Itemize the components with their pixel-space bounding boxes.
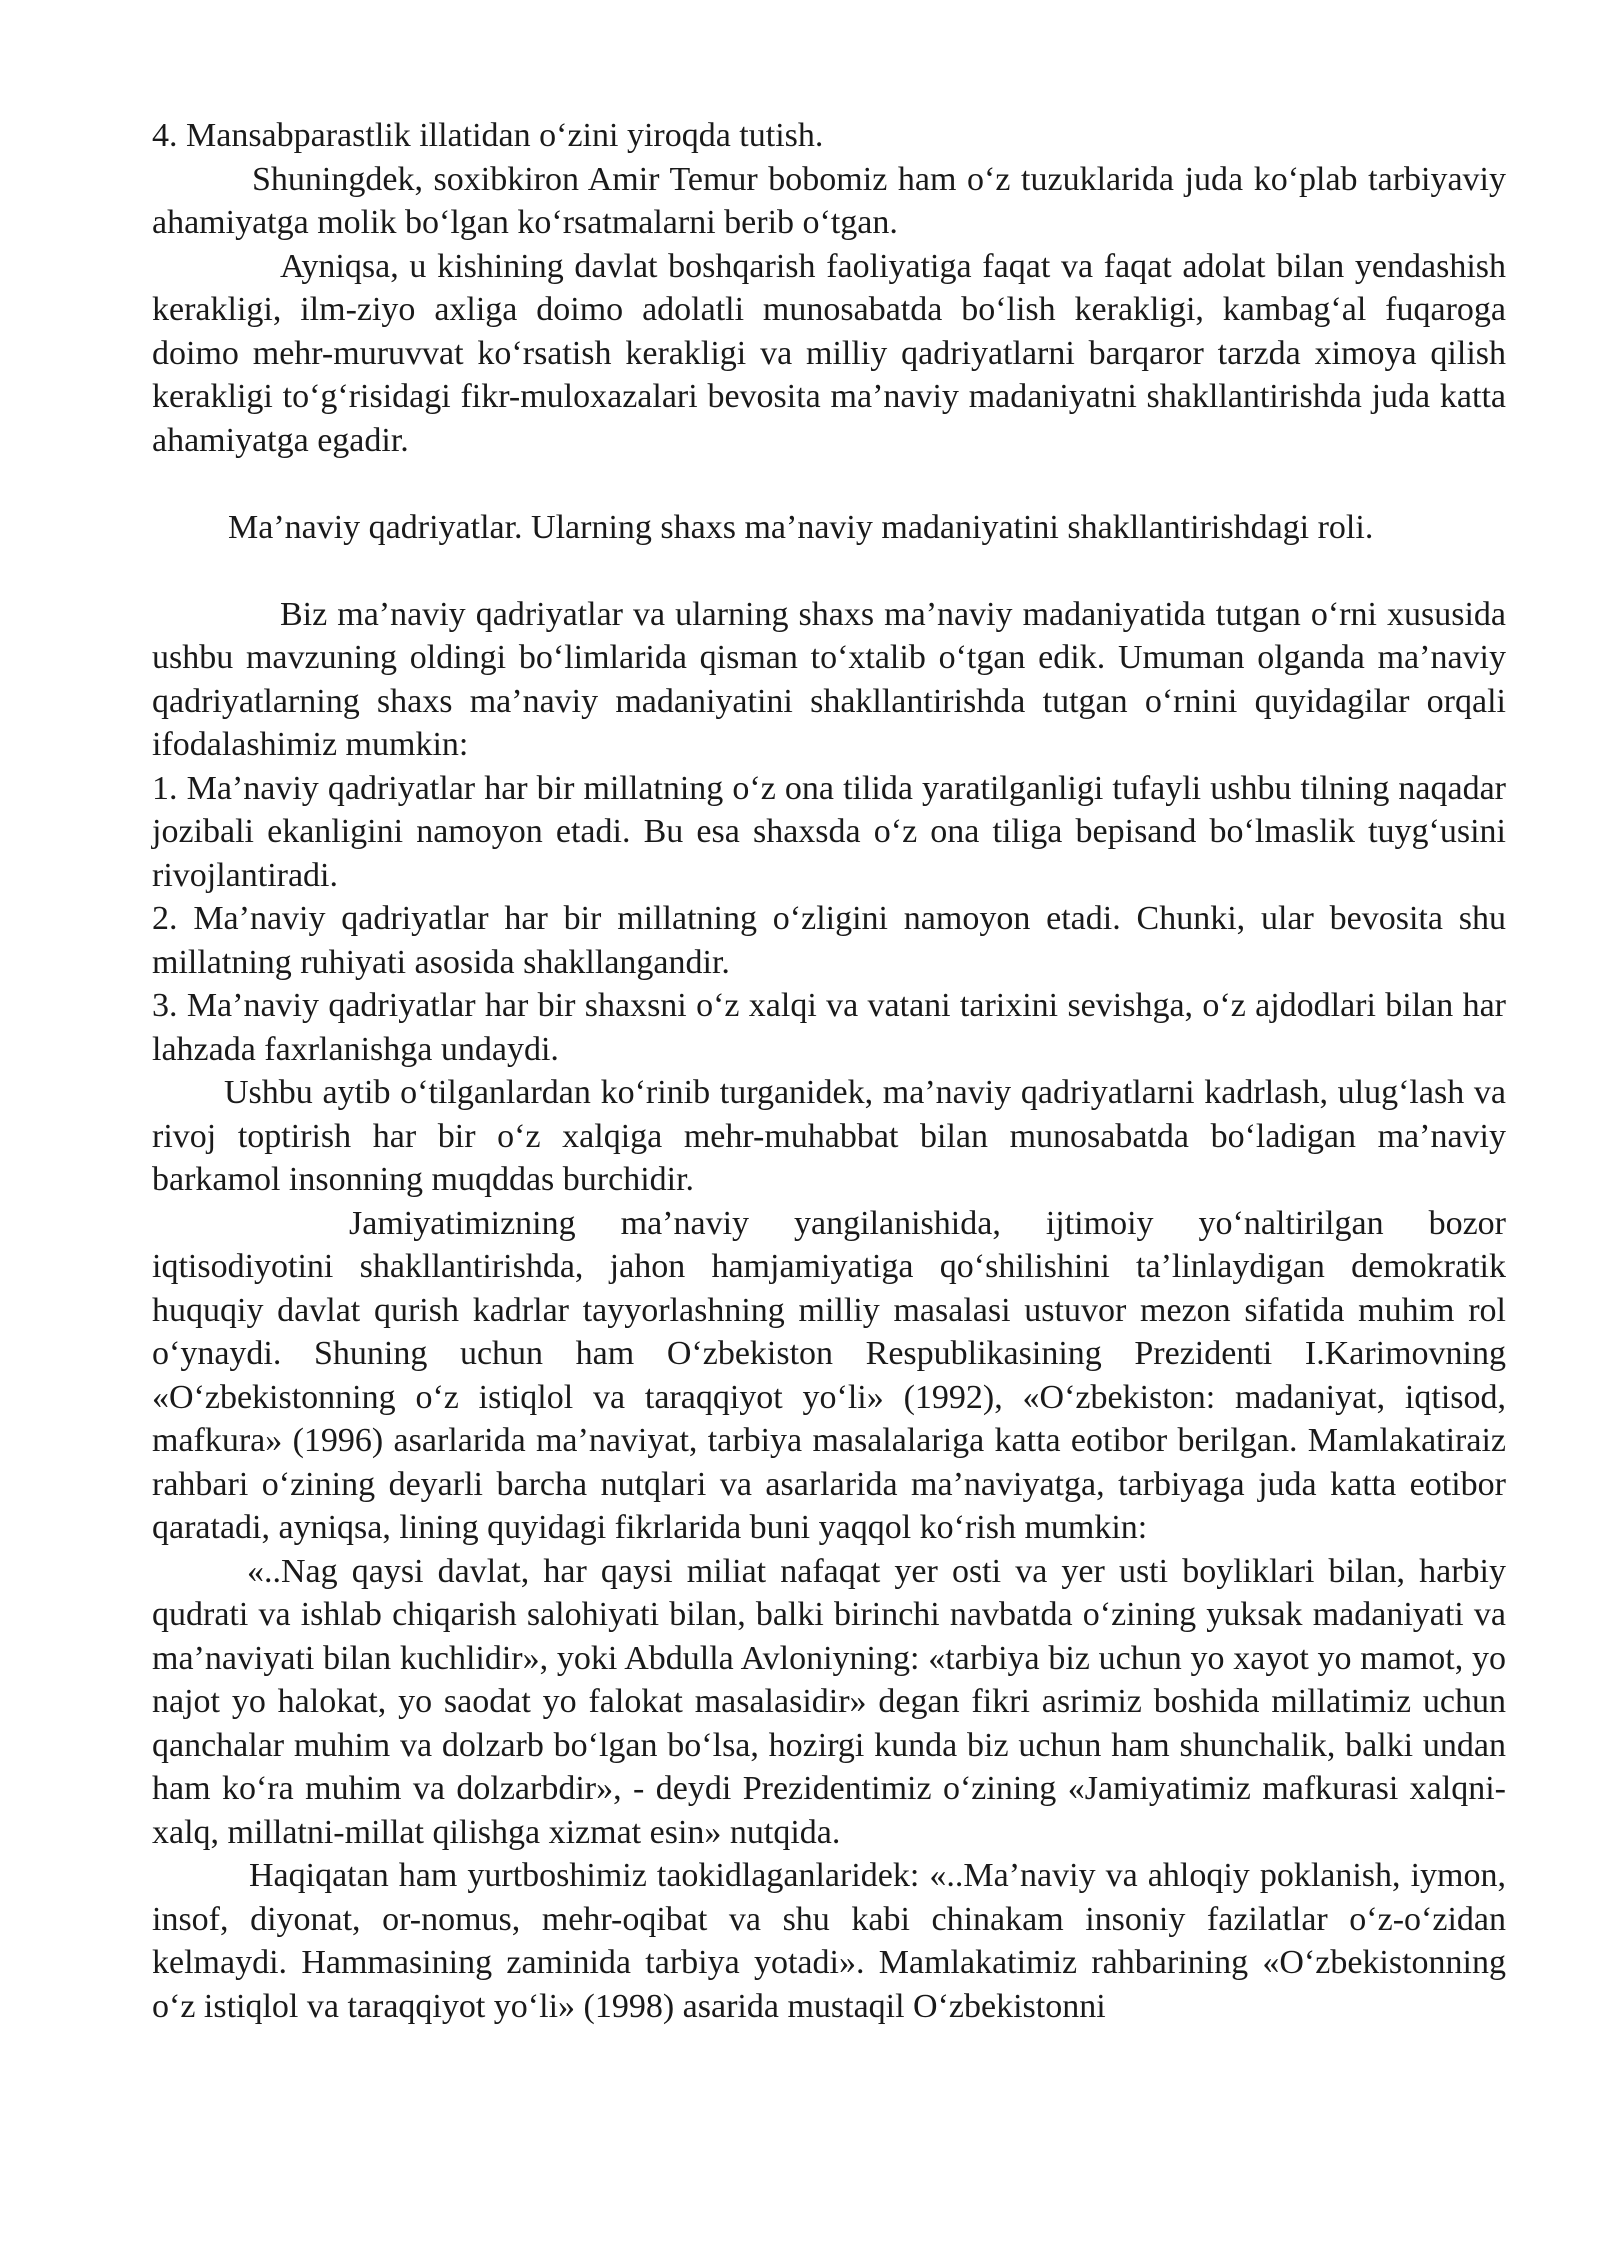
paragraph-jamiyatimiz: Jamiyatimizning ma’naviy yangilanishida, ijtimoiy yo‘naltirilgan bozor iqtisodiyotini shakllantirishda, jahon hamjamiyatiga qo‘shilishini ta’linlaydigan demokratik huquqiy davlat qurish kadrlar tayyorlashning milliy masalasi ustuvor mezon sifatida muhim rol o‘ynaydi. Shuning uchun ham O‘zbekiston Respublikasining Prezidenti I.Karimovning «O‘zbekistonning o‘z istiqlol va taraqqiyot yo‘li» (1992), «O‘zbekiston: madaniyat, iqtisod, mafkura» (1996) asarlarida ma’naviyat, tarbiya masalalariga katta eotibor berilgan. Mamlakatiraiz rahbari o‘zining deyarli barcha nutqlari va asarlarida ma’naviyatga, tarbiyaga juda katta eotibor qaratadi, ayniqsa, lining quyidagi fikrlarida buni yaqqol ko‘rish mumkin: [152, 1204, 1506, 1546]
paragraph-ushbu: Ushbu aytib o‘tilganlardan ko‘rinib turganidek, ma’naviy qadriyatlarni kadrlash, ulug‘lash va rivoj toptirish har bir o‘z xalqiga mehr-muhabbat bilan munosabatda bo‘ladigan ma’naviy barkamol insonning muqddas burchidir. [152, 1074, 1506, 1198]
paragraph-amir-temur: Shuningdek, soxibkiron Amir Temur bobomiz ham o‘z tuzuklarida juda ko‘plab tarbiyaviy ahamiyatga molik bo‘lgan ko‘rsatmalarni berib o‘tgan. [152, 160, 1506, 241]
list-item-4: 4. Mansabparastlik illatidan o‘zini yiroqda tutish. [152, 117, 824, 154]
list-item-3: 3. Ma’naviy qadriyatlar har bir shaxsni o‘z xalqi va vatani tarixini sevishga, o‘z ajdodlari bilan har lahzada faxrlanishga undaydi. [152, 987, 1506, 1068]
list-item-1: 1. Ma’naviy qadriyatlar har bir millatning o‘z ona tilida yaratilganligi tufayli ushbu tilning naqadar jozibali ekanligini namoyon etadi. Bu esa shaxsda o‘z ona tiliga bepisand bo‘lmaslik tuyg‘usini rivojlantiradi. [152, 769, 1506, 894]
paragraph-quote-nag: «..Nag qaysi davlat, har qaysi miliat nafaqat yer osti va yer usti boyliklari bilan, harbiy qudrati va ishlab chiqarish salohiyati bilan, balki birinchi navbatda o‘zining yuksak madaniyati va ma’naviyati bilan kuchlidir», yoki Abdulla Avloniyning: «tarbiya biz uchun yo xayot yo mamot, yo najot yo halokat, yo saodat yo falokat masalasidir» degan fikri asrimiz boshida millatimiz uchun qanchalar muhim va dolzarb bo‘lgan bo‘lsa, hozirgi kunda biz uchun ham shunchalik, balki undan ham ko‘ra muhim va dolzarbdir», - deydi Prezidentimiz o‘zining «Jamiyatimiz mafkurasi xalqni-xalq, millatni-millat qilishga xizmat esin» nutqida. [152, 1552, 1506, 1851]
paragraph-biz: Biz ma’naviy qadriyatlar va ularning shaxs ma’naviy madaniyatida tutgan o‘rni xususida ushbu mavzuning oldingi bo‘limlarida qisman to‘xtalib o‘tgan edik. Umuman olganda ma’naviy qadriyatlarning shaxs ma’naviy madaniyatini shakllantirishda tutgan o‘rnini quyidagilar orqali ifodalashimiz mumkin: [152, 595, 1506, 763]
paragraph-ayniqsa: Ayniqsa, u kishining davlat boshqarish faoliyatiga faqat va faqat adolat bilan yendashish kerakligi, ilm-ziyo axliga doimo adolatli munosabatda bo‘lish kerakligi, kambag‘al fuqaroga doimo mehr-muruvvat ko‘rsatish kerakligi va milliy qadriyatlarni barqaror tarzda ximoya qilish kerakligi to‘g‘risidagi fikr-muloxazalari bevosita ma’naviy madaniyatni shakllantirishda juda katta ahamiyatga egadir. [152, 247, 1506, 459]
paragraph-haqiqatan: Haqiqatan ham yurtboshimiz taokidlaganlaridek: «..Ma’naviy va ahloqiy poklanish, iymon, insof, diyonat, or-nomus, mehr-oqibat va shu kabi chinakam insoniy fazilatlar o‘z-o‘zidan kelmaydi. Hammasining zaminida tarbiya yotadi». Mamlakatimiz rahbarining «O‘zbekistonning o‘z istiqlol va taraqqiyot yo‘li» (1998) asarida mustaqil O‘zbekistonni [152, 1857, 1506, 2025]
document-page [152, 114, 1506, 2028]
section-heading: Ma’naviy qadriyatlar. Ularning shaxs ma’naviy madaniyatini shakllantirishdagi roli. [228, 508, 1374, 546]
list-item-2: 2. Ma’naviy qadriyatlar har bir millatning o‘zligini namoyon etadi. Chunki, ular bevosita shu millatning ruhiyati asosida shakllangandir. [152, 900, 1506, 981]
